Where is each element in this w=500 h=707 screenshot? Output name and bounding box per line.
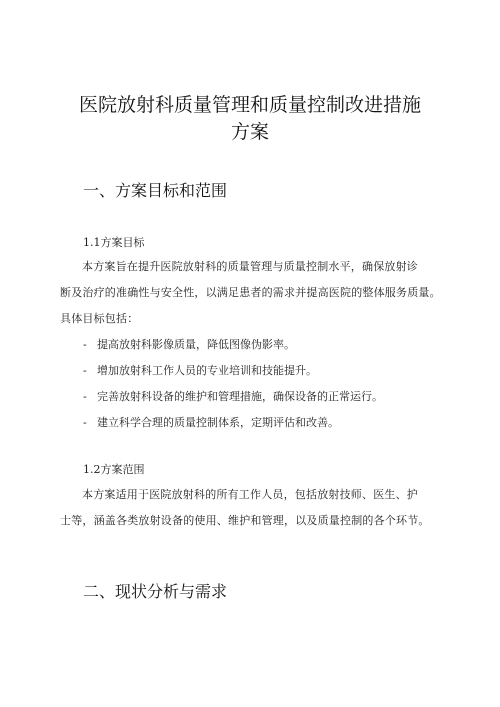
goals-paragraph-line3: 具体目标包括： (60, 312, 139, 325)
goal-text: 增加放射科工作人员的专业培训和技能提升。 (97, 364, 317, 377)
goal-text: 完善放射科设备的维护和管理措施，确保设备的正常运行。 (97, 390, 383, 403)
list-item (83, 332, 383, 358)
dash-marker: - (83, 338, 87, 351)
section-heading-goals-scope: 一、方案目标和范围 (83, 181, 228, 200)
goal-text: 建立科学合理的质量控制体系，定期评估和改善。 (97, 416, 339, 429)
dash-marker: - (83, 364, 87, 377)
goals-list (83, 332, 383, 436)
goal-text: 提高放射科影像质量，降低图像伪影率。 (97, 338, 295, 351)
document-title (40, 92, 460, 146)
dash-marker: - (83, 416, 87, 429)
list-item (83, 410, 383, 436)
scope-paragraph (60, 482, 465, 534)
document-title-line1: 医院放射科质量管理和质量控制改进措施 (78, 94, 421, 116)
goals-paragraph-line1: 本方案旨在提升医院放射科的质量管理与质量控制水平，确保放射诊 (82, 260, 418, 273)
list-item (83, 358, 383, 384)
section-heading-analysis: 二、现状分析与需求 (83, 582, 228, 601)
scope-paragraph-line2: 士等，涵盖各类放射设备的使用、维护和管理，以及质量控制的各个环节。 (60, 514, 430, 527)
goals-paragraph (60, 254, 465, 332)
goals-paragraph-line2: 断及治疗的准确性与安全性，以满足患者的需求并提高医院的整体服务质量。 (60, 286, 441, 299)
subsection-heading-scope: 1.2方案范围 (83, 463, 145, 476)
document-title-line2: 方案 (230, 121, 269, 143)
scope-paragraph-line1: 本方案适用于医院放射科的所有工作人员，包括放射技师、医生、护 (82, 488, 418, 501)
dash-marker: - (83, 390, 87, 403)
subsection-heading-goals: 1.1方案目标 (83, 236, 145, 249)
list-item (83, 384, 383, 410)
